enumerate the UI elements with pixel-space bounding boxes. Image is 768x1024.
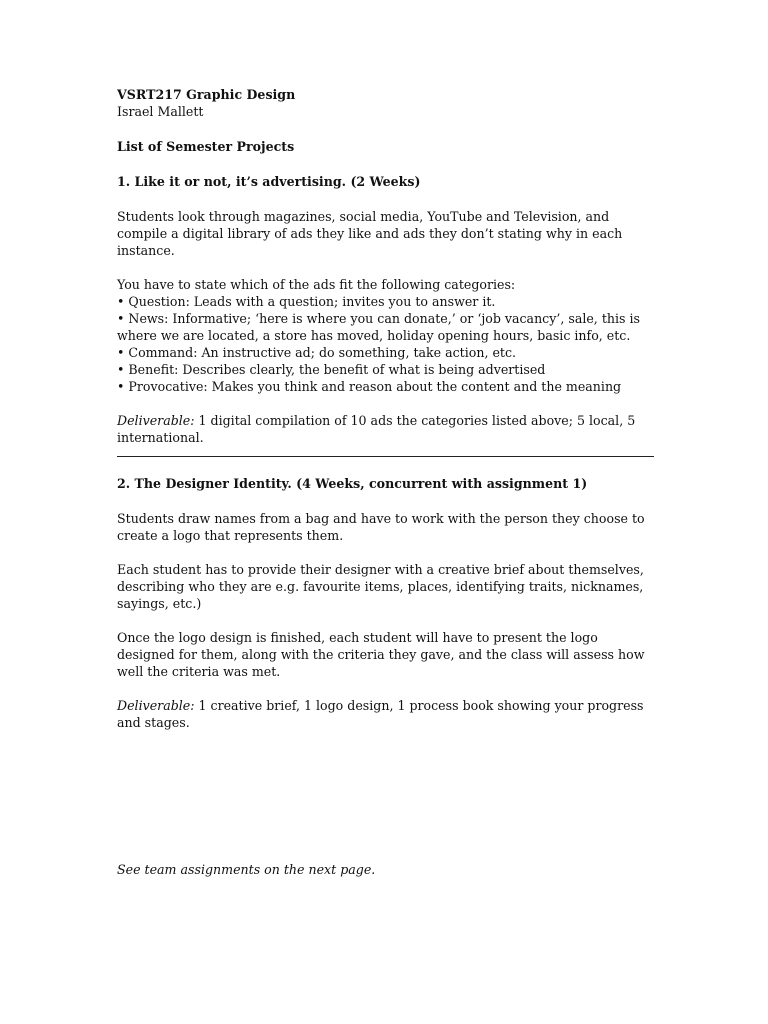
project2-deliverable bbox=[117, 697, 656, 731]
project2-title: 2. The Designer Identity. (4 Weeks, concurrent with assignment 1) bbox=[117, 476, 588, 491]
list-item: • Command: An instructive ad; do something, take action, etc. bbox=[117, 345, 517, 360]
project2-para2: Each student has to provide their designer with a creative brief about themselves, describing who they are e.g. favourite items, places, identifying traits, nicknames, sayings, etc.) bbox=[117, 562, 644, 611]
project1-deliverable bbox=[117, 412, 656, 446]
project2-para1: Students draw names from a bag and have to work with the person they choose to create a logo that represents them. bbox=[117, 511, 645, 543]
list-item: • Question: Leads with a question; invites you to answer it. bbox=[117, 294, 496, 309]
list-item: • News: Informative; ‘here is where you can donate,’ or ‘job vacancy’, sale, this is where we are located, a store has moved, holiday opening hours, basic info, etc. bbox=[117, 311, 640, 343]
section-divider bbox=[117, 456, 654, 457]
footer-note: See team assignments on the next page. bbox=[117, 862, 376, 877]
deliverable-label: Deliverable: bbox=[117, 698, 195, 713]
deliverable-label: Deliverable: bbox=[117, 413, 195, 428]
list-item: • Provocative: Makes you think and reason about the content and the meaning bbox=[117, 379, 622, 394]
deliverable-text: 1 creative brief, 1 logo design, 1 process book showing your progress and stages. bbox=[117, 698, 644, 730]
project1-title: 1. Like it or not, it’s advertising. (2 Weeks) bbox=[117, 174, 421, 189]
project1-categories-list bbox=[117, 293, 656, 395]
project1-categories-lead: You have to state which of the ads fit the following categories: bbox=[117, 277, 516, 292]
deliverable-text: 1 digital compilation of 10 ads the categories listed above; 5 local, 5 international. bbox=[117, 413, 636, 445]
list-title: List of Semester Projects bbox=[117, 139, 295, 154]
instructor-name: Israel Mallett bbox=[117, 104, 204, 119]
course-title: VSRT217 Graphic Design bbox=[117, 87, 296, 102]
project1-intro: Students look through magazines, social media, YouTube and Television, and compile a digital library of ads they like and ads they don’t stating why in each instance. bbox=[117, 209, 623, 258]
list-item: • Benefit: Describes clearly, the benefit of what is being advertised bbox=[117, 362, 546, 377]
project2-para3: Once the logo design is finished, each student will have to present the logo designed for them, along with the criteria they gave, and the class will assess how well the criteria was met. bbox=[117, 630, 645, 679]
